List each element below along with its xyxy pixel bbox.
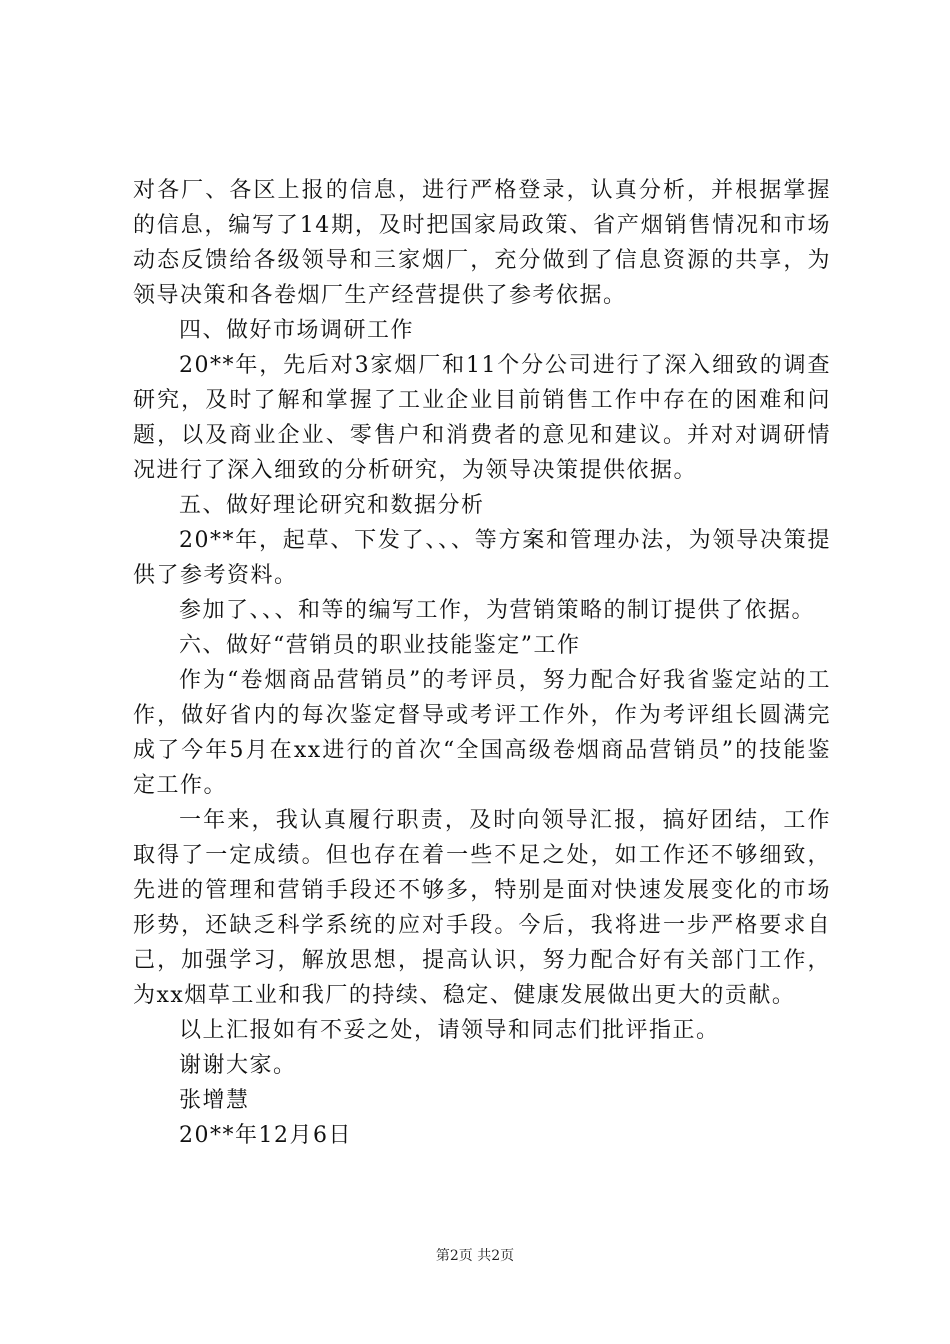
section-heading-skill-appraisal: 六、做好“营销员的职业技能鉴定”工作 xyxy=(179,633,581,658)
author-name: 张增慧 xyxy=(179,1088,250,1113)
paragraph-skill-appraisal: 作为“卷烟商品营销员”的考评员，努力配合好我省鉴定站的工作，做好省内的每次鉴定督导或考评工作外，作为考评组长圆满完成了今年5月在xx进行的首次“全国高级卷烟商品营销员”的技能鉴定工作。 xyxy=(133,668,831,798)
paragraph-closing-request: 以上汇报如有不妥之处，请领导和同志们批评指正。 xyxy=(179,1018,720,1043)
section-heading-market-research: 四、做好市场调研工作 xyxy=(179,318,415,343)
paragraph-drafting: 20**年，起草、下发了、、、等方案和管理办法，为领导决策提供了参考资料。 xyxy=(133,528,831,588)
paragraph-writing: 参加了、、、和等的编写工作，为营销策略的制订提供了依据。 xyxy=(179,598,816,623)
paragraph-summary: 一年来，我认真履行职责，及时向领导汇报，搞好团结，工作取得了一定成绩。但也存在着一些不足之处，如工作还不够细致，先进的管理和营销手段还不够多，特别是面对快速发展变化的市场形势，还缺乏科学系统的应对手段。今后，我将进一步严格要求自己，加强学习，解放思想，提高认识，努力配合好有关部门工作，为xx烟草工业和我厂的持续、稳定、健康发展做出更大的贡献。 xyxy=(133,808,831,1008)
document-date: 20**年12月6日 xyxy=(179,1123,352,1148)
paragraph-market-research: 20**年，先后对3家烟厂和11个分公司进行了深入细致的调查研究，及时了解和掌握了工业企业目前销售工作中存在的困难和问题，以及商业企业、零售户和消费者的意见和建议。并对对调研情况进行了深入细致的分析研究，为领导决策提供依据。 xyxy=(133,353,831,483)
paragraph-thanks: 谢谢大家。 xyxy=(179,1053,297,1078)
paragraph-info-sharing: 对各厂、各区上报的信息，进行严格登录，认真分析，并根据掌握的信息，编写了14期，及时把国家局政策、省产烟销售情况和市场动态反馈给各级领导和三家烟厂，充分做到了信息资源的共享，为领导决策和各卷烟厂生产经营提供了参考依据。 xyxy=(133,178,831,308)
document-body xyxy=(133,173,831,1153)
section-heading-theory-research: 五、做好理论研究和数据分析 xyxy=(179,493,485,518)
page-footer: 第2页 共2页 xyxy=(435,1248,515,1264)
